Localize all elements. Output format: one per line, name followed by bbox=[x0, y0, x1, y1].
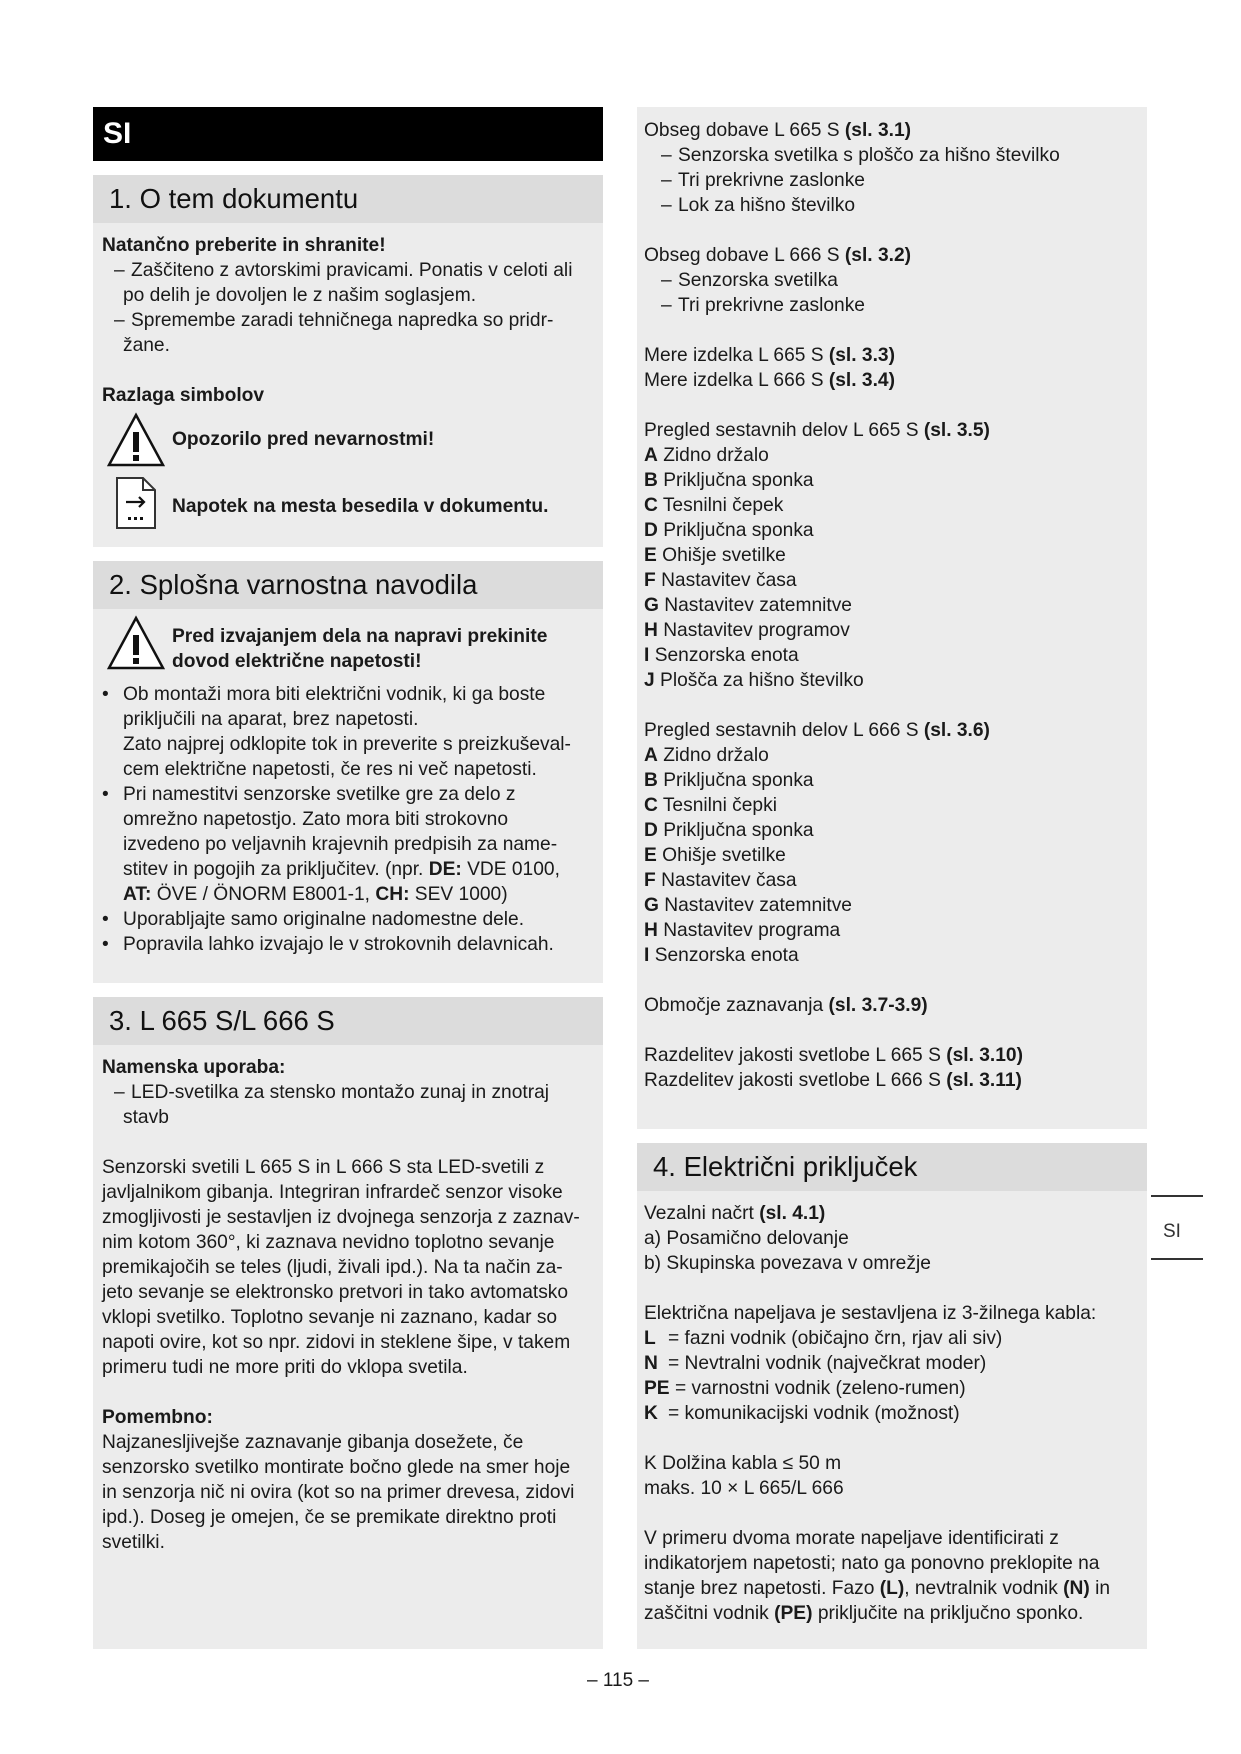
s4-paragraph-line-2: indikatorjem napetosti; nato ga ponovno preklopite na bbox=[644, 1553, 1100, 1574]
section-4-title: 4. Električni priključek bbox=[637, 1143, 1147, 1191]
part-key: F bbox=[644, 570, 656, 591]
wire-ref-pe: (PE) bbox=[774, 1603, 813, 1624]
parts-1-item bbox=[644, 618, 850, 643]
text-fragment: ÖVE / ÖNORM E8001-1, bbox=[151, 884, 376, 905]
s3-paragraph-1-line: vklopi svetilko. Toplotno sevanje ni zaznano, kadar so bbox=[102, 1307, 558, 1328]
s1-dash-2 bbox=[131, 308, 553, 333]
dimensions-2 bbox=[644, 368, 895, 393]
wiring-head bbox=[644, 1201, 825, 1226]
part-name: Priključna sponka bbox=[663, 820, 814, 841]
text-fragment: Obseg dobave L 665 S bbox=[644, 120, 845, 141]
text-fragment: Pregled sestavnih delov L 666 S bbox=[644, 720, 924, 741]
s3-paragraph-2-line: senzorsko svetilko montirate bočno glede na smer hoje bbox=[102, 1457, 571, 1478]
s4-paragraph-line-1: V primeru dvoma morate napeljave identificirati z bbox=[644, 1528, 1059, 1549]
parts-1-head bbox=[644, 418, 990, 443]
side-tab-line-bottom bbox=[1151, 1258, 1203, 1260]
part-key: B bbox=[644, 470, 658, 491]
s4-paragraph-line-4 bbox=[644, 1601, 1083, 1626]
part-key: A bbox=[644, 745, 658, 766]
page-number: – 115 – bbox=[587, 1670, 649, 1691]
part-key: E bbox=[644, 545, 657, 566]
s3-dash bbox=[131, 1080, 549, 1105]
parts-1-item bbox=[644, 468, 814, 493]
s3-paragraph-2-line: Najzanesljivejše zaznavanje gibanja dosežete, če bbox=[102, 1432, 524, 1453]
note-symbol-text: Napotek na mesta besedila v dokumentu. bbox=[172, 496, 549, 517]
parts-2-item bbox=[644, 918, 840, 943]
wire-desc: = komunikacijski vodnik (možnost) bbox=[668, 1403, 960, 1424]
s3-dash-line-1: LED-svetilka za stensko montažo zunaj in znotraj bbox=[131, 1082, 550, 1103]
s2-warning-line-2: dovod električne napetosti! bbox=[172, 651, 422, 672]
warning-symbol-text: Opozorilo pred nevarnostmi! bbox=[172, 429, 435, 450]
s1-dash-1-line-1: Zaščiteno z avtorskimi pravicami. Ponatis v celoti ali bbox=[131, 260, 573, 281]
s2-bullet-2-line-4 bbox=[123, 857, 560, 882]
s3-paragraph-1-line: premikajočih se teles (ljudi, živali ipd.). Na ta način za- bbox=[102, 1257, 563, 1278]
symbols-head: Razlaga simbolov bbox=[102, 385, 265, 406]
part-key: J bbox=[644, 670, 655, 691]
scope-1-item bbox=[678, 168, 865, 193]
s3-paragraph-1-line: napoti ovire, kot so npr. zidovi in steklene šipe, v takem bbox=[102, 1332, 571, 1353]
wire-key: N bbox=[644, 1353, 658, 1374]
country-code-de: DE: bbox=[428, 859, 462, 880]
parts-1-item bbox=[644, 543, 786, 568]
parts-1-item bbox=[644, 568, 797, 593]
text-fragment: stitev in pogojih za priključitev. (npr. bbox=[123, 859, 429, 880]
wire-key: K bbox=[644, 1403, 658, 1424]
part-key: G bbox=[644, 595, 659, 616]
part-name: Zidno držalo bbox=[663, 745, 769, 766]
part-name: Priključna sponka bbox=[663, 770, 814, 791]
part-name: Tesnilni čepek bbox=[662, 495, 784, 516]
parts-2-item bbox=[644, 843, 786, 868]
s3-paragraph-2-line: svetilki. bbox=[102, 1532, 165, 1553]
figure-ref: (sl. 3.11) bbox=[946, 1070, 1022, 1091]
s3-paragraph-2-line: in senzorja nič ni ovira (kot so na primer drevesa, zidovi bbox=[102, 1482, 575, 1503]
text-fragment: Razdelitev jakosti svetlobe L 666 S bbox=[644, 1070, 947, 1091]
detection-area bbox=[644, 993, 928, 1018]
cable-wire bbox=[644, 1401, 960, 1426]
part-name: Nastavitev zatemnitve bbox=[664, 595, 852, 616]
s1-dash-2-line-1: Spremembe zaradi tehničnega napredka so pridr- bbox=[131, 310, 554, 331]
s2-bullet-2-line-5 bbox=[123, 882, 508, 907]
part-name: Ohišje svetilke bbox=[662, 845, 786, 866]
scope-1-item bbox=[678, 193, 855, 218]
parts-2-item bbox=[644, 893, 852, 918]
wiring-option-a: a) Posamično delovanje bbox=[644, 1228, 849, 1249]
part-name: Senzorska enota bbox=[654, 945, 799, 966]
s2-bullet-2 bbox=[123, 782, 515, 807]
scope-1-head bbox=[644, 118, 911, 143]
part-name: Priključna sponka bbox=[663, 520, 814, 541]
figure-ref: (sl. 3.10) bbox=[946, 1045, 1023, 1066]
max-units: maks. 10 × L 665/L 666 bbox=[644, 1478, 844, 1499]
cable-wire bbox=[644, 1326, 1002, 1351]
text-fragment: in bbox=[1089, 1578, 1111, 1599]
part-key: G bbox=[644, 895, 659, 916]
dimensions-1 bbox=[644, 343, 895, 368]
parts-2-head bbox=[644, 718, 990, 743]
parts-2-item bbox=[644, 793, 777, 818]
text-fragment: Mere izdelka L 666 S bbox=[644, 370, 829, 391]
side-tab-line-top bbox=[1151, 1195, 1203, 1197]
section-2-title: 2. Splošna varnostna navodila bbox=[93, 561, 603, 609]
figure-ref: (sl. 3.5) bbox=[923, 420, 990, 441]
s2-bullet-3-text: Uporabljajte samo originalne nadomestne dele. bbox=[123, 909, 525, 930]
scope-1-item bbox=[678, 143, 1060, 168]
text-fragment: Obseg dobave L 666 S bbox=[644, 245, 845, 266]
s3-paragraph-1-line: Senzorski svetili L 665 S in L 666 S sta LED-svetili z bbox=[102, 1157, 545, 1178]
text-fragment: , nevtralnik vodnik bbox=[904, 1578, 1064, 1599]
part-name: Tesnilni čepki bbox=[662, 795, 777, 816]
wire-key: L bbox=[644, 1328, 656, 1349]
text-fragment: stanje brez napetosti. Fazo bbox=[644, 1578, 880, 1599]
parts-1-item bbox=[644, 493, 783, 518]
part-key: F bbox=[644, 870, 656, 891]
light-distribution-2 bbox=[644, 1068, 1022, 1093]
s3-paragraph-1-line: javljalnikom gibanja. Integriran infrardeč senzor visoke bbox=[102, 1182, 563, 1203]
s3-important-head: Pomembno: bbox=[102, 1407, 213, 1428]
parts-1-item bbox=[644, 668, 864, 693]
part-key: C bbox=[644, 795, 658, 816]
language-code: SI bbox=[103, 117, 132, 150]
s1-subhead: Natančno preberite in shranite! bbox=[102, 235, 386, 256]
warning-triangle-icon bbox=[106, 615, 166, 671]
s2-bullet-4-text: Popravila lahko izvajajo le v strokovnih delavnicah. bbox=[123, 934, 554, 955]
s1-dash-1-line-2: po delih je dovoljen le z našim soglasjem. bbox=[123, 285, 477, 306]
s2-warning-line-1: Pred izvajanjem dela na napravi prekinite bbox=[172, 626, 548, 647]
parts-2-item bbox=[644, 868, 797, 893]
parts-2-item bbox=[644, 768, 814, 793]
scope-2-head bbox=[644, 243, 911, 268]
scope-item-text: Tri prekrivne zaslonke bbox=[678, 295, 865, 316]
document-reference-icon bbox=[114, 475, 158, 531]
cable-length: K Dolžina kabla ≤ 50 m bbox=[644, 1453, 842, 1474]
side-tab-label: SI bbox=[1163, 1221, 1181, 1242]
text-fragment: SEV 1000) bbox=[409, 884, 508, 905]
parts-1-item bbox=[644, 593, 852, 618]
scope-item-text: Senzorska svetilka s ploščo za hišno številko bbox=[678, 145, 1060, 166]
text-fragment: Vezalni načrt bbox=[644, 1203, 760, 1224]
text-fragment: Mere izdelka L 665 S bbox=[644, 345, 829, 366]
section-3-title: 3. L 665 S/L 666 S bbox=[93, 997, 603, 1045]
language-bar bbox=[93, 107, 603, 161]
s2-bullet-1-line-4: cem električne napetosti, če res ni več napetosti. bbox=[123, 759, 537, 780]
figure-ref: (sl. 3.3) bbox=[828, 345, 895, 366]
wire-key: PE bbox=[644, 1378, 670, 1399]
part-name: Nastavitev programov bbox=[663, 620, 850, 641]
s3-paragraph-1-line: jeto sevanje se elektronsko pretvori in tako avtomatsko bbox=[102, 1282, 569, 1303]
wire-ref-l: (L) bbox=[879, 1578, 905, 1599]
text-fragment: Razdelitev jakosti svetlobe L 665 S bbox=[644, 1045, 947, 1066]
s2-bullet-1 bbox=[123, 682, 545, 707]
part-key: D bbox=[644, 520, 658, 541]
parts-2-item bbox=[644, 743, 769, 768]
s2-bullet-1-line-1: Ob montaži mora biti električni vodnik, ki ga boste bbox=[123, 684, 546, 705]
s2-bullet-2-line-1: Pri namestitvi senzorske svetilke gre za delo z bbox=[123, 784, 516, 805]
part-name: Nastavitev programa bbox=[663, 920, 841, 941]
s3-dash-line-2: stavb bbox=[123, 1107, 169, 1128]
text-fragment: zaščitni vodnik bbox=[644, 1603, 775, 1624]
part-name: Ohišje svetilke bbox=[662, 545, 786, 566]
text-fragment: Pregled sestavnih delov L 665 S bbox=[644, 420, 924, 441]
s1-dash-2-line-2: žane. bbox=[123, 335, 170, 356]
part-key: E bbox=[644, 845, 657, 866]
s2-bullet-2-line-2: omrežno napetostjo. Zato mora biti strokovno bbox=[123, 809, 509, 830]
section-1-title: 1. O tem dokumentu bbox=[93, 175, 603, 223]
part-key: B bbox=[644, 770, 658, 791]
parts-1-item bbox=[644, 518, 814, 543]
figure-ref: (sl. 3.2) bbox=[844, 245, 912, 266]
s2-bullet-4 bbox=[123, 932, 554, 957]
part-key: A bbox=[644, 445, 658, 466]
wiring-option-b: b) Skupinska povezava v omrežje bbox=[644, 1253, 931, 1274]
part-name: Nastavitev časa bbox=[661, 870, 797, 891]
parts-2-item bbox=[644, 818, 814, 843]
parts-1-item bbox=[644, 443, 769, 468]
cable-intro: Električna napeljava je sestavljena iz 3-žilnega kabla: bbox=[644, 1303, 1097, 1324]
figure-ref: (sl. 3.4) bbox=[828, 370, 895, 391]
text-fragment: VDE 0100, bbox=[461, 859, 560, 880]
wire-desc: = varnostni vodnik (zeleno-rumen) bbox=[675, 1378, 966, 1399]
s3-paragraph-1-line: nim kotom 360°, ki zaznava nevidno toplotno sevanje bbox=[102, 1232, 555, 1253]
part-key: H bbox=[644, 920, 658, 941]
figure-ref: (sl. 4.1) bbox=[759, 1203, 826, 1224]
parts-1-item bbox=[644, 643, 799, 668]
parts-2-item bbox=[644, 943, 799, 968]
cable-wire bbox=[644, 1351, 986, 1376]
s3-subhead: Namenska uporaba: bbox=[102, 1057, 286, 1078]
s2-bullet-1-line-2: priključili na aparat, brez napetosti. bbox=[123, 709, 419, 730]
part-name: Nastavitev časa bbox=[661, 570, 797, 591]
s3-paragraph-2-line: ipd.). Doseg je omejen, če se premikate direktno proti bbox=[102, 1507, 557, 1528]
s1-dash-1 bbox=[131, 258, 572, 283]
scope-2-item bbox=[678, 293, 865, 318]
section-1-panel bbox=[93, 175, 603, 547]
text-fragment: priključite na priključno sponko. bbox=[812, 1603, 1084, 1624]
figure-ref: (sl. 3.7-3.9) bbox=[828, 995, 928, 1016]
scope-item-text: Lok za hišno številko bbox=[678, 195, 856, 216]
scope-item-text: Tri prekrivne zaslonke bbox=[678, 170, 865, 191]
part-name: Plošča za hišno številko bbox=[660, 670, 864, 691]
s2-bullet-2-line-3: izvedeno po veljavnih krajevnih predpisih za name- bbox=[123, 834, 558, 855]
light-distribution-1 bbox=[644, 1043, 1023, 1068]
part-name: Nastavitev zatemnitve bbox=[664, 895, 852, 916]
s4-paragraph-line-3 bbox=[644, 1576, 1110, 1601]
figure-ref: (sl. 3.1) bbox=[844, 120, 912, 141]
text-fragment: Območje zaznavanja bbox=[644, 995, 829, 1016]
cable-wire bbox=[644, 1376, 966, 1401]
scope-item-text: Senzorska svetilka bbox=[678, 270, 838, 291]
s3-paragraph-1-line: primeru tudi ne more priti do vklopa svetila. bbox=[102, 1357, 468, 1378]
part-key: D bbox=[644, 820, 658, 841]
wire-desc: = Nevtralni vodnik (največkrat moder) bbox=[668, 1353, 987, 1374]
country-code-at: AT: bbox=[123, 884, 152, 905]
s2-bullet-3 bbox=[123, 907, 524, 932]
s2-bullet-1-line-3: Zato najprej odklopite tok in preverite s preizkuševal- bbox=[123, 734, 571, 755]
part-name: Zidno držalo bbox=[663, 445, 769, 466]
part-key: I bbox=[644, 945, 650, 966]
s3-paragraph-1-line: zmogljivosti je sestavljen iz dvojnega senzorja z zaznav- bbox=[102, 1207, 580, 1228]
part-name: Priključna sponka bbox=[663, 470, 814, 491]
wire-ref-n: (N) bbox=[1063, 1578, 1090, 1599]
part-key: I bbox=[644, 645, 650, 666]
part-key: H bbox=[644, 620, 658, 641]
country-code-ch: CH: bbox=[375, 884, 410, 905]
part-key: C bbox=[644, 495, 658, 516]
wire-desc: = fazni vodnik (običajno črn, rjav ali siv) bbox=[668, 1328, 1003, 1349]
figure-ref: (sl. 3.6) bbox=[923, 720, 990, 741]
part-name: Senzorska enota bbox=[654, 645, 799, 666]
scope-2-item bbox=[678, 268, 838, 293]
warning-triangle-icon bbox=[106, 412, 166, 468]
